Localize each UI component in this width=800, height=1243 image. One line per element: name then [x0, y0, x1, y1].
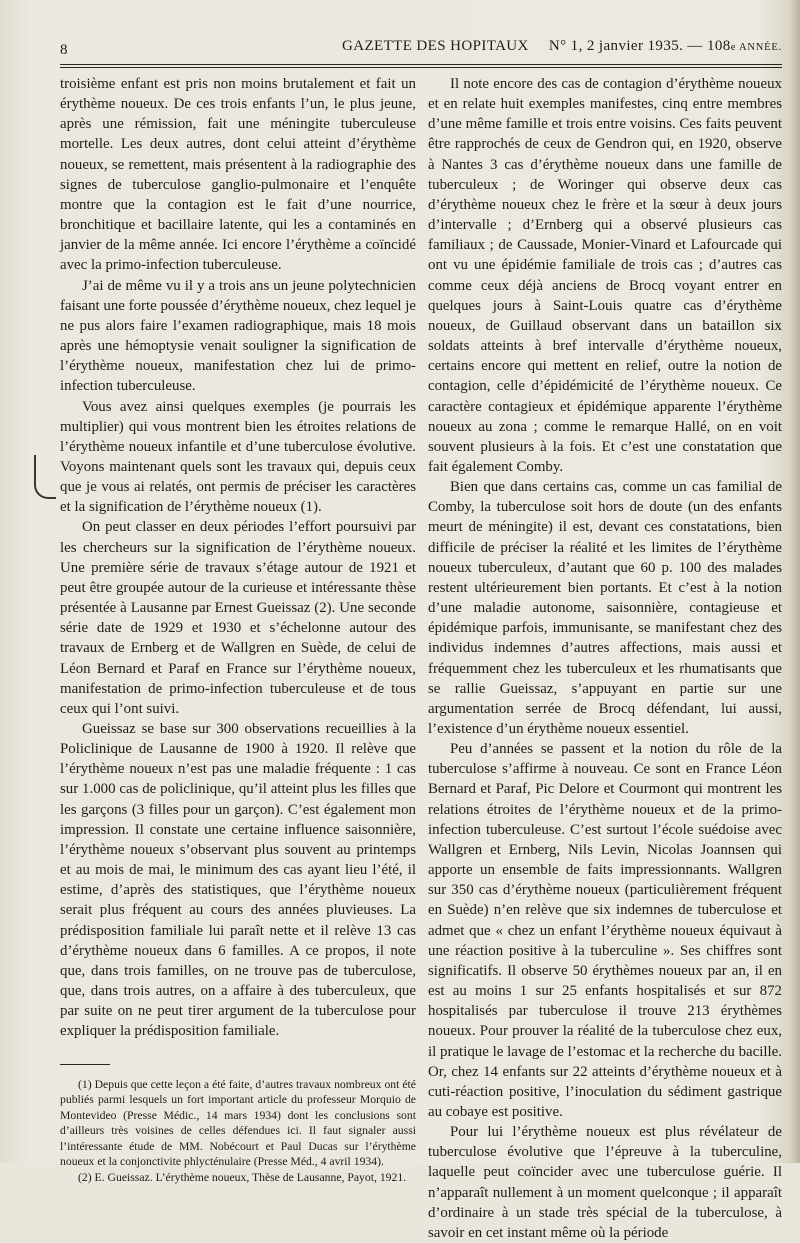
paragraph: J’ai de même vu il y a trois ans un jeune polytechnicien faisant une forte poussée d’érythème noueux, chez lequel je ne pus alors faire l’examen radiographique, mais 18 mois après une hémoptysie venait souligner la signification de l’érythème noueux, manifestation chez lui de primo-infection tuberculeuse. [60, 277, 416, 395]
header-rule-bottom [60, 67, 782, 68]
paragraph: On peut classer en deux périodes l’effort poursuivi par les chercheurs sur la signification de l’érythème noueux. Une première série de travaux s’étage autour de 1921 et peut être groupée autour de la curieuse et intéressante thèse présentée à Lausanne par Ernest Gueissaz (2). Une seconde série date de 1929 et 1930 et s’échelonne autour des travaux de Ernberg et de Wallgren en Suède, de celui de Léon Bernard et Paraf en France sur l’érythème noueux, manifestation de primo-infection tuberculeuse et de tous ceux qui l’ont suivi. [60, 519, 416, 717]
margin-mark [34, 455, 56, 499]
paragraph: Gueissaz se base sur 300 observations recueillies à la Policlinique de Lausanne de 1900 à 1920. Il relève que l’érythème noueux n’est pas une maladie fréquente : 1 cas sur 1.000 cas de policlinique, qu’il atteint plus les filles que les garçons (3 filles pour un garçon). C’est également mon impression. Il constate une certaine influence saisonnière, l’érythème noueux s’observant plus souvent au printemps et au mois de mai, le minimum des cas ayant lieu l’été, il estime, d’après des statistiques, que l’érythème noueux serait plus fréquent au cours des années pluvieuses. La prédisposition familiale lui paraît nette et il relève 13 cas d’érythème noueux dans 6 familles. A ce propos, il note que, dans trois familles, on ne trouve pas de tuberculose, que, dans trois autres, on a affaire à des tuberculeux, que par suite on ne peut tirer argument de la tuberculose pour expliquer la prédisposition familiale. [60, 721, 416, 1040]
paragraph: troisième enfant est pris non moins brutalement et fait un érythème noueux. De ces trois enfants l’un, le plus jeune, après une rémission, fait une méningite tuberculeuse mortelle. Les deux autres, dont celui atteint d’érythème noueux, se remettent, mais présentent à la radiographie des signes de tuberculose ganglio-pulmonaire et l’enquête montre que la contagion est le fait d’une nourrice, bronchitique et bacillaire latente, qui les a contaminés en janvier de la même année. Ici encore l’érythème a coïncidé avec la primo-infection tuberculeuse. [60, 76, 416, 274]
paragraph: Vous avez ainsi quelques exemples (je pourrais les multiplier) qui vous montrent bien les étroites relations de l’érythème noueux infantile et d’une tuberculose évolutive. Voyons maintenant quels sont les travaux qui, depuis ceux que je vous ai relatés, ont permis de préciser les caractères et la signification de l’érythème noueux (1). [60, 398, 416, 516]
issue-date: N° 1, 2 janvier 1935. — 108 [548, 38, 731, 54]
journal-title: GAZETTE DES HOPITAUX [342, 38, 529, 54]
issue-info [549, 38, 782, 55]
footnote: (1) Depuis que cette leçon a été faite, d’autres travaux nombreux ont été publiés parmi lesquels un fort important article du professeur Morquio de Montevideo (Presse Médic., 14 mars 1934) dont les conclusions sont d’ailleurs très voisines de celles défendues ici. Il faut signaler aussi l’intéressante étude de MM. Nobécourt et Paul Ducas sur l’érythème noueux et la conjonctivite phlycténulaire (Presse Méd., 4 avril 1934). [60, 1077, 416, 1169]
paragraph: Peu d’années se passent et la notion du rôle de la tuberculose s’affirme à nouveau. Ce sont en France Léon Bernard et Paraf, Pic Delore et Courmont qui montrent les relations étroites de l’érythème noueux et de la primo-infection tuberculeuse. C’est surtout l’école suédoise avec Wallgren et Ernberg, Nils Levin, Nicolas Joannsen qui apporte un ensemble de faits impressionnants. Wallgren sur 350 cas d’érythème noueux (particulièrement fréquent en Suède) n’en relève que six indemnes de tuberculose et admet que « chez un enfant l’érythème noueux équivaut à une réaction positive à la tuberculine ». Ses chiffres sont significatifs. Il observe 50 érythèmes noueux par an, il en est au moins 1 sur 25 enfants hospitalisés et sur 872 hospitalisés par tuberculose il trouve 213 érythèmes noueux. Pour prouver la réalité de la tuberculose chez eux, il pratique le lavage de l’estomac et la recherche du bacille. Or, chez 14 enfants sur 22 atteints d’érythème noueux et à cuti-réaction positive, l’inoculation du sédiment gastrique au cobaye est positive. [428, 741, 782, 1120]
footnote-rule [60, 1064, 110, 1065]
page-number: 8 [60, 42, 68, 58]
running-header [60, 38, 782, 62]
paragraph: Pour lui l’érythème noueux est plus révélateur de tuberculose évolutive que l’épreuve à la tuberculine, laquelle peut coïncider avec une tuberculose guérie. Il n’apparaît nullement à un moment quelconque ; il apparaît d’ordinaire à un stade très spécial de la tuberculose, à savoir en cet instant même où la période [428, 1124, 782, 1241]
paragraph: Il note encore des cas de contagion d’érythème noueux et en relate huit exemples manifestes, cinq entre membres d’une même famille et trois entre voisins. Ces faits peuvent être rapprochés de ceux de Gendron qui, en 1920, observe à Nantes 3 cas d’érythème noueux dans une famille de tuberculeux ; de Woringer qui observe deux cas d’érythème noueux chez le frère et la sœur à deux jours d’intervalle ; d’Ernberg qui a observé plusieurs cas familiaux ; de Caussade, Monier-Vinard et Lafourcade qui ont vu une épidémie familiale de trois cas ; d’autres cas comme ceux déjà anciens de Brocq voyant entrer en quelques jours à Saint-Louis quatre cas d’érythème noueux, de Guillaud observant dans un bataillon six soldats atteints à bref intervalle d’érythème noueux, certains encore qui mettent en relief, outre la notion de contagion, celle d’épidémicité de l’érythème noueux. Ce caractère contagieux et épidémique apparente l’érythème noueux au zona ; comme le remarque Hallé, on en voit souvent plusieurs à la fois. Et c’est une constatation que fait également Comby. [428, 76, 782, 475]
issue-year-label: e ANNÉE. [730, 42, 782, 53]
left-column [60, 74, 416, 1186]
footnotes [60, 1077, 416, 1186]
footnote: (2) E. Gueissaz. L’érythème noueux, Thèse de Lausanne, Payot, 1921. [78, 1171, 407, 1185]
header-rule-top [60, 64, 782, 65]
paragraph: Bien que dans certains cas, comme un cas familial de Comby, la tuberculose soit hors de doute (un des enfants meurt de méningite) il est, devant ces constatations, bien difficile de préciser la réalité et les limites de l’érythème noueux tuberculeux, d’autant que 60 p. 100 des malades restent ultérieurement bien portants. Et c’est à la notion d’une maladie autonome, saisonnière, contagieuse et épidémique parfois, immunisante, se manifestant chez des individus indemnes d’autres affections, mais aussi et fréquemment chez les tuberculeux et les rhumatisants que se rallie Gueissaz, s’appuyant en partie sur une argumentation serrée de Brocq défendant, lui aussi, l’existence d’un érythème noueux essentiel. [428, 479, 782, 737]
right-column [428, 74, 782, 1243]
